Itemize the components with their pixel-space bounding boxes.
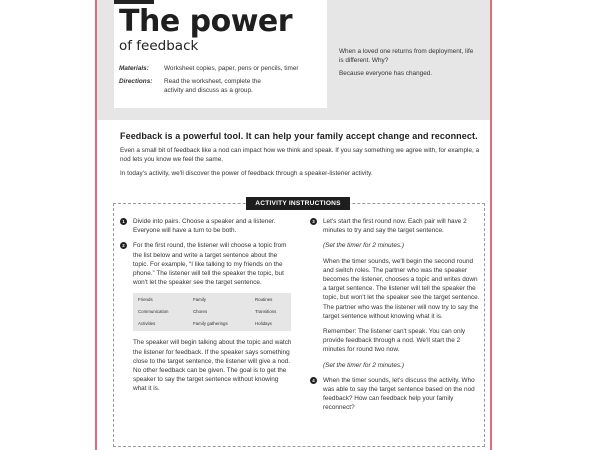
topic-item: Communication: [138, 309, 169, 315]
timer-note-1: (Set the timer for 2 minutes.): [323, 242, 404, 250]
intro-heading: Feedback is a powerful tool. It can help your family accept change and reconnect.: [120, 131, 478, 141]
step-1: [120, 217, 292, 235]
materials-value: Worksheet copies, paper, pens or pencils, timer: [164, 65, 299, 72]
step-text: When the timer sounds, let's discuss the activity. Who was able to say the target sentence based on the nod feedback? How can feedback help your family reconnect?: [323, 376, 475, 412]
side-note: [339, 47, 479, 82]
topic-item: Family gatherings: [193, 321, 228, 327]
remember-text: Remember: The listener can't speak. You can only provide feedback through a nod. We'll start the 2 minutes for round two now.: [323, 328, 466, 354]
step-number-icon: 1: [120, 218, 127, 225]
step-4: [310, 376, 482, 413]
step-text: Divide into pairs. Choose a speaker and a listener. Everyone will have a turn to be both.: [133, 218, 276, 235]
step-2-followup: The speaker will begin talking about the topic and watch the listener for feedback. If the speaker says something close to the target sentence, the listener will give a nod. No other feedback can be given. The goal is to get the speaker to say the target sentence without knowing what it is.: [133, 339, 292, 393]
worksheet-page: [95, 0, 492, 450]
directions-label: Directions:: [119, 78, 153, 85]
step-text: For the first round, the listener will choose a topic from the list below and write a target sentence about the topic. For example, “I like talking to my friends on the phone.” The listener will tell the speaker the topic, but won't let the speaker see the target sentence.: [133, 242, 287, 287]
intro-section: [120, 131, 480, 183]
topic-item: Family: [193, 297, 206, 303]
topic-list: [133, 293, 291, 331]
step-3: [310, 217, 482, 235]
topic-item: Routines: [255, 297, 273, 303]
step-number-icon: 4: [310, 377, 317, 384]
step-number-icon: 2: [120, 242, 127, 249]
topic-item: Friends: [138, 297, 153, 303]
topic-item: Activities: [138, 321, 156, 327]
materials-label: Materials:: [119, 65, 149, 72]
timer-note-2: (Set the timer for 2 minutes.): [323, 361, 404, 369]
activity-instructions-box: [113, 200, 485, 447]
intro-paragraph-2: In today's activity, we'll discover the power of feedback through a speaker-listener activity.: [120, 170, 373, 177]
activity-label: ACTIVITY INSTRUCTIONS: [246, 197, 350, 210]
step-number-icon: 3: [310, 218, 317, 225]
topic-item: Transitions: [255, 309, 277, 315]
round-two-text: When the timer sounds, we'll begin the second round and switch roles. The partner who was the speaker becomes the listener, chooses a topic and writes down a target sentence. The listener will tell the speaker the topic, but won't let the speaker see the target sentence. The partner who was the listener will now try to say the target sentence without knowing what it is.: [323, 257, 480, 320]
intro-paragraph-1: Even a small bit of feedback like a nod can impact how we think and speak. If you say something we agree with, for example, a nod lets you know we feel the same.: [120, 147, 480, 163]
page-subtitle: of feedback: [119, 38, 199, 54]
page-title: The power: [119, 4, 293, 39]
side-note-answer: Because everyone has changed.: [339, 70, 433, 77]
side-note-question: When a loved one returns from deployment, life is different. Why?: [339, 48, 474, 64]
step-text: Let's start the first round now. Each pair will have 2 minutes to try and say the target sentence.: [323, 218, 467, 235]
directions-value: Read the worksheet, complete the activity and discuss as a group.: [164, 78, 261, 94]
step-2: [120, 241, 292, 287]
activity-left-column: [120, 217, 292, 400]
topic-item: Chores: [193, 309, 208, 315]
topic-item: Holidays: [255, 321, 272, 327]
activity-right-column: [310, 217, 482, 419]
